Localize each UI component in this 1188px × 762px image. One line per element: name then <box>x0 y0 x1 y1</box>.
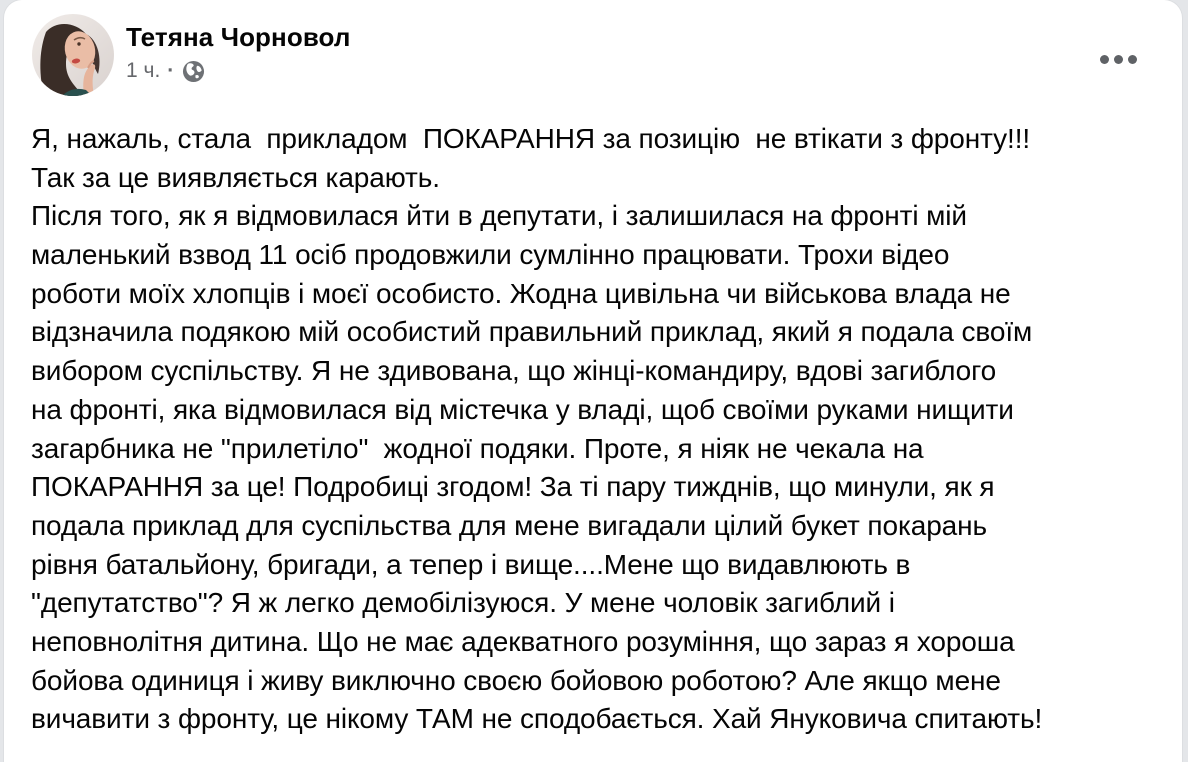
post-text-line: загарбника не "прилетіло" жодної подяки. Проте, я ніяк не чекала на <box>31 432 924 464</box>
post-text-line: Так за це виявляється карають. <box>31 161 440 193</box>
post-text-line: вичавити з фронту, це нікому ТАМ не сподобається. Хай Януковича спитають! <box>31 703 1043 735</box>
post-timestamp[interactable]: 1 ч. <box>126 59 161 82</box>
post-text-line: на фронті, яка відмовилася від містечка у владі, щоб своїми руками нищити <box>31 393 1014 425</box>
post-text-line: рівня батальйону, бригади, а тепер і вище....Мене що видавлюють в <box>31 548 911 580</box>
post-text-line: ПОКАРАННЯ за це! Подробиці згодом! За ті пару тижднів, що минули, як я <box>31 471 995 503</box>
post-text-line: подала приклад для суспільства для мене вигадали цілий букет покарань <box>31 509 987 541</box>
post-text-line: відзначила подякою мій особистий правильний приклад, який я подала своїм <box>31 316 1033 348</box>
avatar[interactable] <box>32 14 114 96</box>
ellipsis-dot <box>1100 55 1109 64</box>
post-text-line: "депутатство"? Я ж легко демобілізуюся. У мене чоловік загиблий і <box>31 587 895 619</box>
globe-icon <box>182 60 205 83</box>
post-text-line: вибором суспільству. Я не здивована, що жінці-командиру, вдові загиблого <box>31 355 997 387</box>
post-text-line: Я, нажаль, стала прикладом ПОКАРАННЯ за позицію не втікати з фронту!!! <box>31 123 1031 154</box>
post-text-line: маленький взвод 11 осіб продовжили сумлінно працювати. Трохи відео <box>31 239 950 271</box>
post-text-line: Після того, як я відмовилася йти в депутати, і залишилася на фронті мій <box>31 200 967 232</box>
post-menu-button[interactable] <box>1096 48 1140 70</box>
post-header <box>4 0 1182 110</box>
post-text <box>31 120 1171 739</box>
post-text-line: роботи моїх хлопців і моєї особисто. Жодна цивільна чи військова влада не <box>31 277 1011 309</box>
post-text-line: бойова одиниця і живу виключно своєю бойовою роботою? Але якщо мене <box>31 664 1001 696</box>
ellipsis-dot <box>1114 55 1123 64</box>
avatar-image <box>32 14 114 96</box>
post-meta <box>126 59 205 83</box>
author-name[interactable]: Тетяна Чорновол <box>126 22 351 52</box>
post-text-line: неповнолітня дитина. Що не має адекватного розуміння, що зараз я хороша <box>31 625 1015 657</box>
ellipsis-dot <box>1128 55 1137 64</box>
post-card <box>4 0 1182 762</box>
meta-separator: · <box>167 59 175 82</box>
